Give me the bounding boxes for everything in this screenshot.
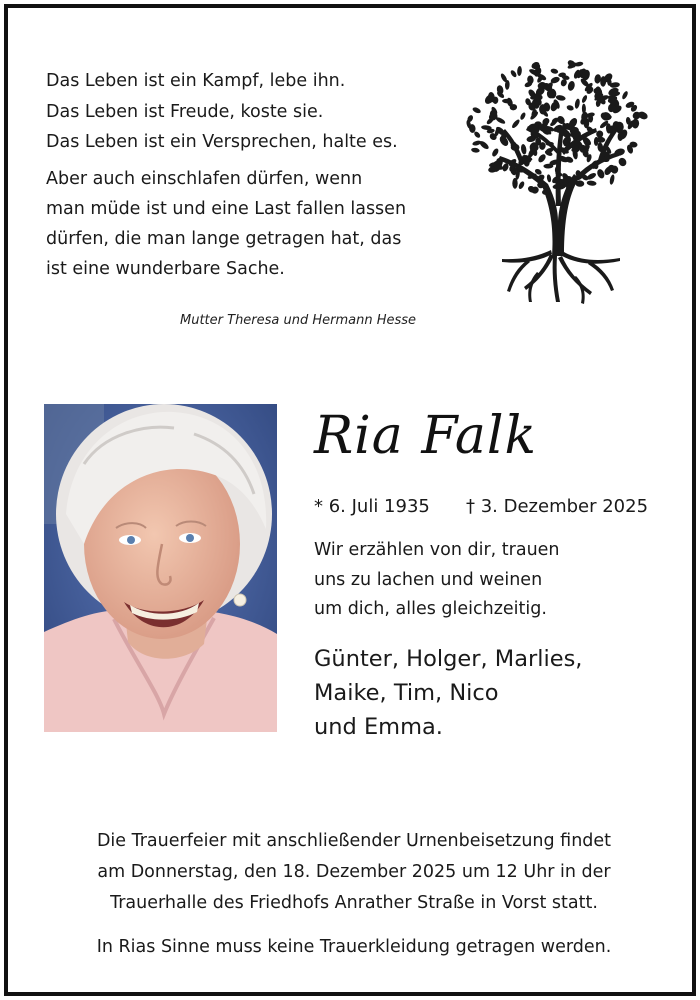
quote-line: ist eine wunderbare Sache.: [46, 258, 285, 279]
quote-line: Das Leben ist ein Kampf, lebe ihn.: [46, 71, 346, 91]
death-date: † 3. Dezember 2025: [466, 496, 649, 517]
quote-line: Das Leben ist Freude, koste sie.: [46, 101, 324, 122]
quote-line: man müde ist und eine Last fallen lassen: [46, 198, 407, 219]
deceased-name: Ria Falk: [314, 406, 538, 466]
poem-line: um dich, alles gleichzeitig.: [314, 599, 547, 619]
obituary-frame: [4, 4, 696, 996]
funeral-line: am Donnerstag, den 18. Dezember 2025 um 12 Uhr in der: [97, 862, 611, 882]
family-line: Günter, Holger, Marlies,: [314, 646, 583, 672]
quote-line: Das Leben ist ein Versprechen, halte es.: [46, 132, 398, 152]
portrait-photo: [44, 404, 277, 732]
poem-line: uns zu lachen und weinen: [314, 569, 543, 590]
funeral-notice: [38, 826, 670, 919]
memorial-poem: [314, 536, 634, 625]
quote-attribution: Mutter Theresa und Hermann Hesse: [180, 313, 417, 328]
quote-block: [46, 66, 446, 284]
birth-date: * 6. Juli 1935: [314, 496, 430, 517]
tree-of-life-icon: [460, 56, 656, 306]
quote-line: Aber auch einschlafen dürfen, wenn: [46, 168, 363, 189]
family-line: Maike, Tim, Nico: [314, 680, 499, 706]
funeral-line: Trauerhalle des Friedhofs Anrather Straße in Vorst statt.: [110, 893, 598, 913]
dresscode-note: In Rias Sinne muss keine Trauerkleidung getragen werden.: [96, 937, 612, 957]
quote-line: dürfen, die man lange getragen hat, das: [46, 228, 402, 249]
family-names: [314, 642, 674, 744]
poem-line: Wir erzählen von dir, trauen: [314, 540, 560, 560]
family-line: und Emma.: [314, 714, 443, 740]
funeral-line: Die Trauerfeier mit anschließender Urnenbeisetzung findet: [96, 831, 612, 851]
